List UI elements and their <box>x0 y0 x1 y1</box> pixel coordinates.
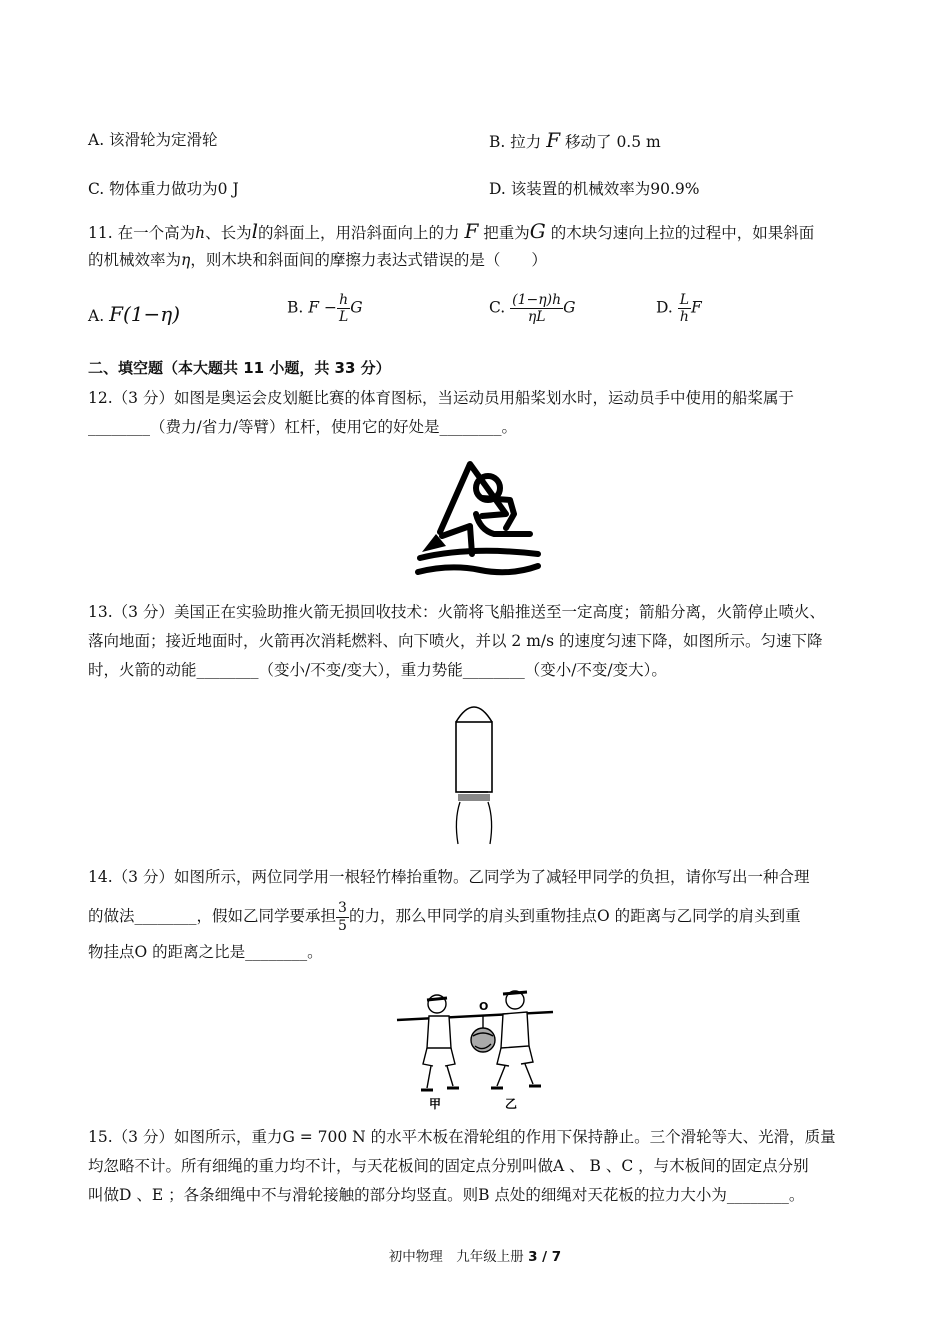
q12-line-2: ________（费力/省力/等臂）杠杆，使用它的好处是________。 <box>88 418 517 436</box>
q14-stem <box>88 867 864 971</box>
page-footer <box>0 1245 950 1265</box>
q11-line-2: 的机械效率为η，则木块和斜面间的摩擦力表达式错误的是（ ） <box>88 251 547 269</box>
q11-stem <box>88 221 864 279</box>
q11-option-a-expr: F(1−η) <box>109 302 181 326</box>
q11-line-1: 11. 在一个高为h、长为l的斜面上，用沿斜面向上的力 F 把重为G 的木块匀速向上拉的过程中，如果斜面 <box>88 219 815 243</box>
q14-line-3: 物挂点O 的距离之比是________。 <box>88 943 323 961</box>
q14-line-2: 的做法________，假如乙同学要承担 $\frac{3}{5}$ 的力，那么甲同学的肩头到重物挂点O 的距离与乙同学的肩头到重 <box>88 900 801 934</box>
q11-option-c: C. $\frac{(1-\eta)h}{\eta L}$ G <box>489 292 576 326</box>
q12-line-1: 12.（3 分）如图是奥运会皮划艇比赛的体育图标，当运动员用船桨划水时，运动员手中使用的船桨属于 <box>88 389 794 407</box>
q11-options <box>88 292 864 336</box>
canoe-pictogram-figure <box>410 454 546 586</box>
page-number: 3 / 7 <box>528 1249 562 1265</box>
footer-text: 初中物理 九年级上册 <box>388 1249 524 1265</box>
two-students-carrying-figure <box>393 986 563 1114</box>
q12-stem <box>88 388 864 446</box>
q13-line-3: 时，火箭的动能________（变小/不变/变大），重力势能________（变小/不变/变大）。 <box>88 661 667 679</box>
q10-option-c: C. 物体重力做功为0 J <box>88 180 239 198</box>
q13-line-2: 落向地面；接近地面时，火箭再次消耗燃料、向下喷火，并以 2 m/s 的速度匀速下降，如图所示。匀速下降 <box>88 632 823 650</box>
rocket-figure <box>442 694 506 850</box>
section-heading-fill-in: 二、填空题（本大题共 11 小题，共 33 分） <box>88 359 391 377</box>
q15-line-1: 15.（3 分）如图所示，重力G = 700 N 的水平木板在滑轮组的作用下保持静止。三个滑轮等大、光滑，质量 <box>88 1128 836 1146</box>
q15-stem <box>88 1127 864 1214</box>
q11-option-a: A. F(1−η) <box>88 302 181 326</box>
fig-label-yi: 乙 <box>505 1097 518 1111</box>
q10-var-f: F <box>546 128 561 152</box>
q13-line-1: 13.（3 分）美国正在实验助推火箭无损回收技术：火箭将飞船推送至一定高度；箭船分离，火箭停止喷火、 <box>88 603 825 621</box>
q11-option-b: B. F − $\frac{h}{L}$ G <box>287 292 363 326</box>
q13-stem <box>88 602 864 689</box>
q10-option-b: B. 拉力 F 移动了 0.5 m <box>489 128 661 152</box>
q10-option-a: A. 该滑轮为定滑轮 <box>88 131 218 149</box>
fig-label-o: O <box>479 1000 489 1013</box>
q14-line-1: 14.（3 分）如图所示，两位同学用一根轻竹棒抬重物。乙同学为了减轻甲同学的负担，请你写出一种合理 <box>88 868 810 886</box>
q15-line-3: 叫做D 、E ；各条细绳中不与滑轮接触的部分均竖直。则B 点处的细绳对天花板的拉力大小为________。 <box>88 1186 805 1204</box>
fig-label-jia: 甲 <box>429 1097 442 1111</box>
q10-option-d: D. 该装置的机械效率为90.9% <box>489 180 700 198</box>
q11-option-d: D. $\frac{L}{h}$ F <box>656 292 702 326</box>
rocket-nozzle <box>458 794 490 801</box>
q15-line-2: 均忽略不计。所有细绳的重力均不计，与天花板间的固定点分别叫做A 、 B 、C ，与木板间的固定点分别 <box>88 1157 809 1175</box>
